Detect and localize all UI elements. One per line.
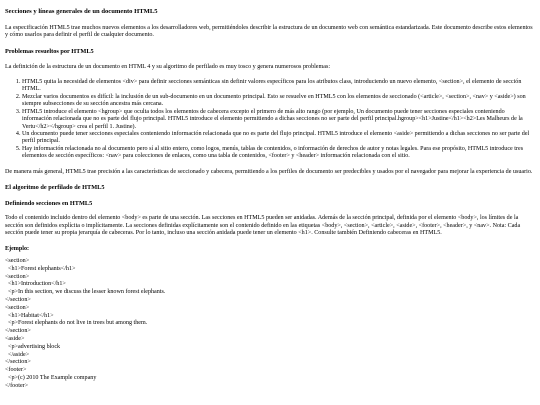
list-item: 3. HTML5 introduce el elemento <hgroup> que oculta todos los elementos de cabecera excepto el primero de más alto rango (por ejemplo, Un documento puede tener secciones especiales conteniendo información relacionada que no es parte del flujo principal. HTML5 introduce el elemento permitiendo a dichas secciones no ser parte del perfil principal.hgroup><h1>Justine</h1><h2>Les Malheurs de la Vertu</h2></hgroup> crea el perfil 1. Justine). xyxy=(22,109,535,131)
list-item: 1. HTML5 quita la necesidad de elementos <div> para definir secciones semánticas sin definir valores específicos para los atributos class, introduciendo un nuevo elemento, <section>, el elemento de sección HTML. xyxy=(22,79,535,94)
example-label: Ejemplo: xyxy=(5,245,30,252)
list-item: 2. Mezclar varios documentos es difícil: la inclusión de un sub-documento en un documento principal. Esto se resuelve en HTML5 con los elementos de seccionado (<article>, <section>, <nav> y <aside>) son siempre subsecciones de su sección ancestra más cercana. xyxy=(22,94,535,109)
problems-heading: Problemas resueltos por HTML5 xyxy=(5,47,94,55)
list-item: 5. Hay información relacionada no al documento pero sí al sitio entero, como logos, menús, tablas de contenidos, o información de derechos de autor y notas legales. Para ese propósito, HTML5 introduce tres elementos de sección específicos: <nav> para colecciones de enlaces, como una tabla de contenidos, <footer> y <header> información relacionada con el sitio. xyxy=(22,146,535,161)
defining-sections-heading: Definiendo secciones en HTML5 xyxy=(5,199,93,207)
intro-paragraph: La especificación HTML5 trae muchos nuevos elementos a los desarrolladores web, permitiéndoles describir la estructura de un documento web con semántica estandarizada. Este documento describe estos elementos y cómo usarlos para definir el perfil de cualquier documento. xyxy=(5,25,533,39)
problems-intro-paragraph: La definición de la estructura de un documento en HTML 4 y su algoritmo de perfilado es muy tosco y genera numerosos problemas: xyxy=(5,63,331,70)
example-code-block: <section> <h1>Forest elephants</h1> <section> <h1>Introduction</h1> <p>In this section, we discuss the lesser known forest elephants. </section> <section> <h1>Habitat</h1> <p>Forest elephants do not live in trees but among them. </section> <aside> <p>advertising block </aside> </section> <footer> <p>(c) 2010 The Example company </footer> xyxy=(5,258,166,389)
page-title: Secciones y líneas generales de un documento HTML5 xyxy=(5,8,158,15)
algorithm-heading: El algoritmo de perfilado de HTML5 xyxy=(5,184,105,192)
defining-sections-paragraph: Todo el contenido incluido dentro del elemento <body> es parte de una sección. Las secciones en HTML5 pueden ser anidadas. Además de la sección principal, definida por el elemento <body>, los límites de la sección son definidos explícita o implícitamente. La secciones definidas explícitamente son el contenido definido en las etiquetas <body>, <section>, <article>, <aside>, <footer>, <header>, y <nav>. Nota: Cada sección puede tener su propia jerarquía de cabeceras. Por lo tanto, incluso una sección anidada puede tener un elemento <h1>. Consulte también Definiendo cabeceras en HTML5. xyxy=(5,215,521,237)
list-item: 4. Un documento puede tener secciones especiales conteniendo información relacionada que no es parte del flujo principal. HTML5 introduce el elemento <aside> permitiendo a dichas secciones no ser parte del perfil principal. xyxy=(22,131,535,146)
summary-paragraph: De manera más general, HTML5 trae precisión a las características de seccionado y cabecera, permitiendo a los perfiles de documento ser predecibles y usados por el navegador para mejorar la experiencia de usuario. xyxy=(5,168,533,175)
problems-list xyxy=(5,79,535,161)
